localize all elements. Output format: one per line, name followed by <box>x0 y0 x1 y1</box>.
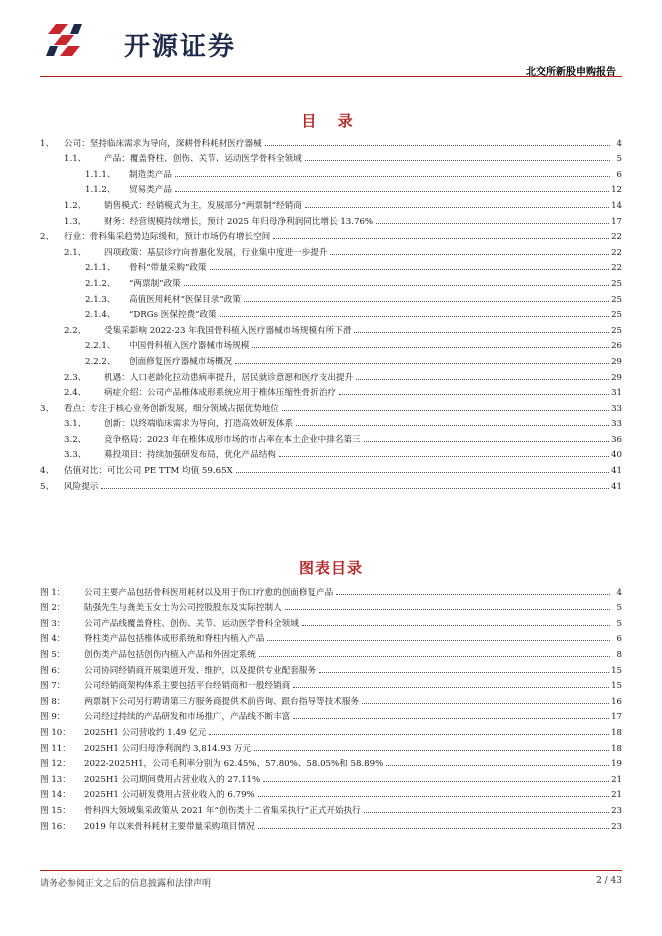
leader-dots <box>236 472 609 473</box>
figure-entry[interactable] <box>40 785 622 801</box>
entry-number: 3.2、 <box>64 434 87 445</box>
figure-list <box>40 582 622 832</box>
entry-text: 竞争格局：2023 年在椎体成形市场的市占率在本土企业中排名第三 <box>104 434 361 445</box>
toc-entry[interactable] <box>40 383 622 399</box>
leader-dots <box>296 425 609 426</box>
entry-text: 创新：以终端临床需求为导向，打造高效研发体系 <box>104 419 294 430</box>
entry-page: 6 <box>616 634 622 645</box>
entry-page: 33 <box>611 403 622 414</box>
entry-text: 公司协同经销商开展渠道开发、维护，以及提供专业配套服务 <box>84 665 317 676</box>
figure-entry[interactable] <box>40 738 622 754</box>
figure-entry[interactable] <box>40 598 622 614</box>
entry-page: 41 <box>611 466 622 477</box>
entry-text: 估值对比：可比公司 PE TTM 均值 59.65X <box>64 466 233 477</box>
toc-list <box>40 133 622 492</box>
leader-dots <box>336 594 610 595</box>
toc-entry[interactable] <box>40 211 622 227</box>
entry-number: 3.1、 <box>64 419 87 430</box>
header-divider <box>40 76 622 77</box>
footer-disclaimer: 请务必参阅正文之后的信息披露和法律声明 <box>40 879 212 889</box>
entry-page: 40 <box>611 450 622 461</box>
entry-text: 财务：经营规模持续增长，预计 2025 年归母净利润同比增长 13.76% <box>104 216 374 227</box>
leader-dots <box>101 488 609 489</box>
entry-number: 2.2、 <box>64 325 87 336</box>
entry-page: 15 <box>611 681 622 692</box>
toc-entry[interactable] <box>40 273 622 289</box>
leader-dots <box>293 718 609 719</box>
entry-text: 脊柱类产品包括椎体成形系统和脊柱内植入产品 <box>84 634 265 645</box>
toc-entry[interactable] <box>40 445 622 461</box>
leader-dots <box>354 332 609 333</box>
entry-page: 16 <box>611 696 622 707</box>
leader-dots <box>263 781 609 782</box>
toc-entry[interactable] <box>40 195 622 211</box>
leader-dots <box>339 394 609 395</box>
toc-entry[interactable] <box>40 460 622 476</box>
entry-number: 图 13： <box>40 774 71 785</box>
entry-page: 29 <box>611 372 622 383</box>
leader-dots <box>356 379 609 380</box>
leader-dots <box>209 734 609 735</box>
toc-entry[interactable] <box>40 336 622 352</box>
entry-number: 图 4： <box>40 634 66 645</box>
leader-dots <box>282 410 609 411</box>
leader-dots <box>364 441 609 442</box>
toc-entry[interactable] <box>40 133 622 149</box>
leader-dots <box>305 160 610 161</box>
figure-entry[interactable] <box>40 722 622 738</box>
entry-page: 26 <box>611 341 622 352</box>
toc-entry[interactable] <box>40 429 622 445</box>
entry-text: 骨科“带量采购”政策 <box>129 263 207 274</box>
figure-entry[interactable] <box>40 629 622 645</box>
entry-text: 创面修复医疗器械市场概况 <box>129 356 233 367</box>
entry-page: 19 <box>611 759 622 770</box>
leader-dots <box>210 269 610 270</box>
entry-text: 公司主要产品包括骨科医用耗材以及用于伤口疗愈的创面修复产品 <box>84 587 334 598</box>
entry-page: 22 <box>611 232 622 243</box>
toc-entry[interactable] <box>40 149 622 165</box>
entry-page: 5 <box>616 618 622 629</box>
entry-text: 中国骨科植入医疗器械市场规模 <box>129 341 250 352</box>
entry-text: 2025H1 公司归母净利润约 3,814.93 万元 <box>84 743 252 754</box>
entry-number: 图 14： <box>40 790 71 801</box>
figure-entry[interactable] <box>40 754 622 770</box>
entry-number: 图 2： <box>40 603 66 614</box>
leader-dots <box>273 238 609 239</box>
leader-dots <box>254 750 609 751</box>
entry-text: 2025H1 公司期间费用占营业收入的 27.11% <box>84 774 261 785</box>
figure-list-title: 图表目录 <box>298 559 363 577</box>
page-header <box>0 0 662 80</box>
entry-number: 1.1、 <box>64 154 87 165</box>
entry-page: 4 <box>616 138 622 149</box>
leader-dots <box>305 207 609 208</box>
toc-entry[interactable] <box>40 367 622 383</box>
entry-number: 2.1.3、 <box>85 294 116 305</box>
leader-dots <box>235 363 609 364</box>
leader-dots <box>364 812 609 813</box>
entry-number: 3.3、 <box>64 450 87 461</box>
entry-text: 公司产品线覆盖脊柱、创伤、关节、运动医学骨科全领域 <box>84 618 299 629</box>
entry-number: 图 16： <box>40 821 71 832</box>
entry-page: 6 <box>616 169 622 180</box>
leader-dots <box>376 223 609 224</box>
entry-page: 25 <box>611 278 622 289</box>
leader-dots <box>258 828 609 829</box>
entry-page: 21 <box>611 790 622 801</box>
entry-text: 行业：骨科集采趋势边际缓和，预计市场仍有增长空间 <box>64 232 271 243</box>
figure-entry[interactable] <box>40 660 622 676</box>
figure-entry[interactable] <box>40 800 622 816</box>
leader-dots <box>175 176 610 177</box>
entry-number: 图 9： <box>40 712 66 723</box>
entry-text: 看点：专注于核心业务创新发展，细分领域占据优势地位 <box>64 403 279 414</box>
entry-text: 骨科四大领域集采政策从 2021 年“创伤类十二省集采执行”正式开始执行 <box>84 805 361 816</box>
entry-text: “DRGs 医保控费”政策 <box>129 310 217 321</box>
entry-page: 23 <box>611 821 622 832</box>
leader-dots <box>386 765 609 766</box>
logo-text: 开源证券 <box>124 32 237 62</box>
entry-page: 33 <box>611 419 622 430</box>
entry-number: 2.4、 <box>64 388 87 399</box>
entry-page: 8 <box>616 649 622 660</box>
entry-text: 创伤类产品包括创伤内植入产品和外固定系统 <box>84 649 256 660</box>
entry-page: 29 <box>611 356 622 367</box>
entry-page: 14 <box>611 200 622 211</box>
entry-number: 2.1、 <box>64 247 87 258</box>
toc-entry[interactable] <box>40 414 622 430</box>
entry-number: 3、 <box>40 403 55 414</box>
leader-dots <box>244 301 609 302</box>
entry-page: 21 <box>611 774 622 785</box>
figure-entry[interactable] <box>40 676 622 692</box>
toc-entry[interactable] <box>40 227 622 243</box>
entry-number: 图 5： <box>40 649 66 660</box>
entry-page: 4 <box>616 587 622 598</box>
figure-entry[interactable] <box>40 613 622 629</box>
entry-number: 图 10： <box>40 727 71 738</box>
entry-text: 2019 年以来骨科耗材主要带量采购项目情况 <box>84 821 255 832</box>
entry-page: 25 <box>611 325 622 336</box>
entry-number: 图 8： <box>40 696 66 707</box>
entry-number: 5、 <box>40 481 55 492</box>
brand-logo <box>46 22 256 62</box>
leader-dots <box>267 640 610 641</box>
entry-text: 风险提示 <box>64 481 99 492</box>
entry-number: 2.2.2、 <box>85 356 116 367</box>
entry-page: 5 <box>616 603 622 614</box>
entry-number: 2.1.4、 <box>85 310 116 321</box>
toc-entry[interactable] <box>40 258 622 274</box>
entry-text: 公司：坚持临床需求为导向，深耕骨科耗材医疗器械 <box>64 138 262 149</box>
entry-text: 陆强先生与龚美玉女士为公司控股股东及实际控制人 <box>84 603 282 614</box>
entry-number: 图 6： <box>40 665 66 676</box>
entry-page: 22 <box>611 263 622 274</box>
entry-text: 机遇：人口老龄化拉动患病率提升，居民就诊意愿和医疗支出提升 <box>104 372 354 383</box>
entry-page: 15 <box>611 665 622 676</box>
toc-entry[interactable] <box>40 320 622 336</box>
entry-page: 41 <box>611 481 622 492</box>
entry-number: 2、 <box>40 232 55 243</box>
leader-dots <box>279 456 609 457</box>
entry-number: 2.3、 <box>64 372 87 383</box>
leader-dots <box>362 703 609 704</box>
toc-title: 目 录 <box>301 112 361 130</box>
entry-number: 2.2.1、 <box>85 341 116 352</box>
report-type-label: 北交所新股申购报告 <box>526 67 616 78</box>
leader-dots <box>319 672 609 673</box>
leader-dots <box>259 656 610 657</box>
entry-text: 2025H1 公司研发费用占营业收入的 6.79% <box>84 790 255 801</box>
entry-page: 25 <box>611 294 622 305</box>
entry-text: 2022-2025H1，公司毛利率分别为 62.45%、57.80%、58.05%和 58.89% <box>84 759 384 770</box>
entry-page: 17 <box>611 712 622 723</box>
entry-page: 5 <box>616 154 622 165</box>
entry-text: 公司经销商架构体系主要包括平台经销商和一般经销商 <box>84 681 291 692</box>
entry-number: 1.1.1、 <box>85 169 116 180</box>
entry-page: 25 <box>611 310 622 321</box>
entry-number: 图 3： <box>40 618 66 629</box>
page-number: 2 / 43 <box>596 876 622 886</box>
entry-page: 36 <box>611 434 622 445</box>
entry-text: 四项政策：基层诊疗向普惠化发展，行业集中度进一步提升 <box>104 247 328 258</box>
entry-number: 1、 <box>40 138 55 149</box>
leader-dots <box>330 254 609 255</box>
leader-dots <box>252 347 609 348</box>
entry-text: 两票制下公司另行聘请第三方服务商提供术前咨询、跟台指导等技术服务 <box>84 696 360 707</box>
leader-dots <box>258 796 609 797</box>
leader-dots <box>302 625 610 626</box>
toc-entry[interactable] <box>40 398 622 414</box>
leader-dots <box>285 609 610 610</box>
leader-dots <box>220 316 609 317</box>
entry-text: 产品：覆盖脊柱、创伤、关节、运动医学骨科全领域 <box>104 154 302 165</box>
entry-number: 4、 <box>40 466 55 477</box>
entry-page: 23 <box>611 805 622 816</box>
entry-number: 图 11： <box>40 743 71 754</box>
toc-entry[interactable] <box>40 476 622 492</box>
toc-entry[interactable] <box>40 289 622 305</box>
toc-entry[interactable] <box>40 305 622 321</box>
leader-dots <box>265 145 610 146</box>
entry-number: 1.2、 <box>64 200 87 211</box>
entry-text: “两票制”政策 <box>129 278 181 289</box>
entry-text: 募投项目：持续加强研发布局，优化产品结构 <box>104 450 276 461</box>
entry-text: 贸易类产品 <box>129 185 172 196</box>
figure-entry[interactable] <box>40 582 622 598</box>
entry-text: 2025H1 公司营收约 1.49 亿元 <box>84 727 207 738</box>
entry-text: 销售模式：经销模式为主，发展部分“两票制”经销商 <box>104 200 302 211</box>
toc-entry[interactable] <box>40 164 622 180</box>
entry-page: 12 <box>611 185 622 196</box>
entry-number: 图 15： <box>40 805 71 816</box>
toc-entry[interactable] <box>40 180 622 196</box>
figure-entry[interactable] <box>40 816 622 832</box>
entry-number: 1.3、 <box>64 216 87 227</box>
toc-entry[interactable] <box>40 242 622 258</box>
entry-number: 2.1.2、 <box>85 278 116 289</box>
entry-page: 18 <box>611 743 622 754</box>
leader-dots <box>293 687 609 688</box>
leader-dots <box>184 285 609 286</box>
entry-text: 公司经过持续的产品研发和市场推广，产品线不断丰富 <box>84 712 291 723</box>
entry-text: 受集采影响 2022-23 年我国骨科植入医疗器械市场规模有所下滑 <box>104 325 352 336</box>
entry-number: 图 7： <box>40 681 66 692</box>
entry-text: 病症介绍：公司产品椎体成形系统应用于椎体压缩性骨折治疗 <box>104 388 337 399</box>
figure-entry[interactable] <box>40 691 622 707</box>
footer-divider <box>40 870 622 871</box>
leader-dots <box>175 191 609 192</box>
logo-mark-icon <box>46 22 116 62</box>
entry-number: 图 12： <box>40 759 71 770</box>
figure-entry[interactable] <box>40 769 622 785</box>
entry-page: 17 <box>611 216 622 227</box>
entry-number: 1.1.2、 <box>85 185 116 196</box>
entry-page: 22 <box>611 247 622 258</box>
figure-entry[interactable] <box>40 707 622 723</box>
entry-number: 2.1.1、 <box>85 263 116 274</box>
figure-entry[interactable] <box>40 644 622 660</box>
toc-entry[interactable] <box>40 351 622 367</box>
entry-page: 31 <box>611 388 622 399</box>
entry-number: 图 1： <box>40 587 66 598</box>
entry-text: 制造类产品 <box>129 169 172 180</box>
entry-text: 高值医用耗材“医保目录”政策 <box>129 294 241 305</box>
entry-page: 18 <box>611 727 622 738</box>
